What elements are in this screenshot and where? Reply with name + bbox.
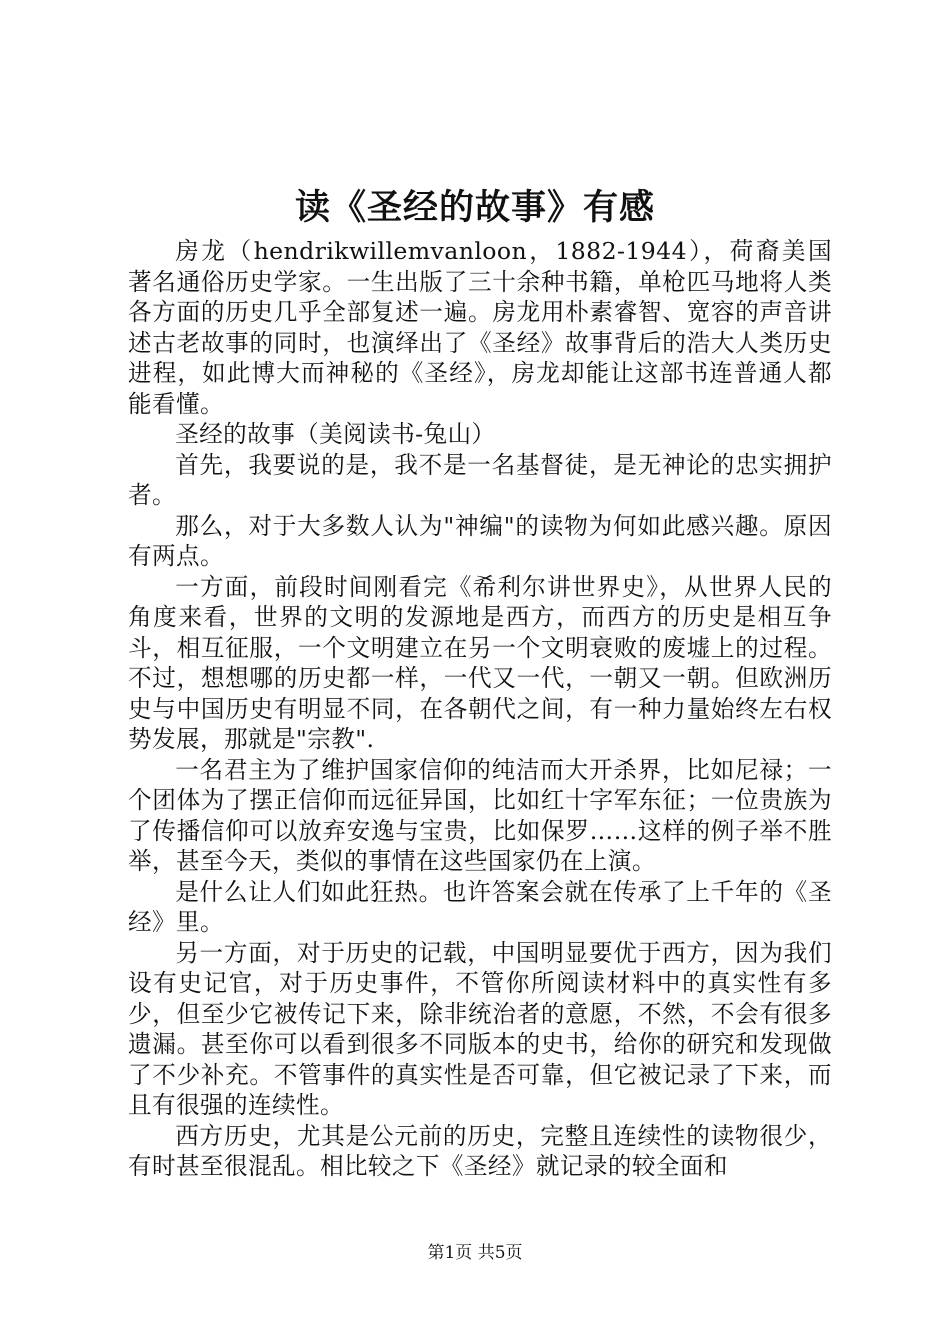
- paragraph: 是什么让人们如此狂热。也许答案会就在传承了上千年的《圣经》里。: [128, 877, 832, 936]
- document-title: 读《圣经的故事》有感: [294, 187, 655, 228]
- paragraph: 一名君主为了维护国家信仰的纯洁而大开杀界，比如尼禄；一个团体为了摆正信仰而远征异国，比如红十字军东征；一位贵族为了传播信仰可以放弃安逸与宝贵，比如保罗……这样的例子举不胜举，甚至今天，类似的事情在这些国家仍在上演。: [128, 755, 832, 875]
- paragraph: 房龙（hendrikwillemvanloon，1882-1944），荷裔美国著名通俗历史学家。一生出版了三十余种书籍，单枪匹马地将人类各方面的历史几乎全部复述一遍。房龙用朴素睿智、宽容的声音讲述古老故事的同时，也演绎出了《圣经》故事背后的浩大人类历史进程，如此博大而神秘的《圣经》，房龙却能让这部书连普通人都能看懂。: [128, 237, 832, 418]
- paragraph: 另一方面，对于历史的记载，中国明显要优于西方，因为我们设有史记官，对于历史事件，不管你所阅读材料中的真实性有多少，但至少它被传记下来，除非统治者的意愿，不然，不会有很多遗漏。甚至你可以看到很多不同版本的史书，给你的研究和发现做了不少补充。不管事件的真实性是否可靠，但它被记录了下来，而且有很强的连续性。: [128, 938, 832, 1119]
- paragraph: 西方历史，尤其是公元前的历史，完整且连续性的读物很少，有时甚至很混乱。相比较之下《圣经》就记录的较全面和: [128, 1121, 832, 1180]
- document-body: [128, 236, 832, 1182]
- paragraph: 圣经的故事（美阅读书-兔山）: [175, 420, 496, 448]
- paragraph: 一方面，前段时间刚看完《希利尔讲世界史》，从世界人民的角度来看，世界的文明的发源地是西方，而西方的历史是相互争斗，相互征服，一个文明建立在另一个文明衰败的废墟上的过程。不过，想想哪的历史都一样，一代又一代，一朝又一朝。但欧洲历史与中国历史有明显不同，在各朝代之间，有一种力量始终左右权势发展，那就是"宗教".: [128, 572, 832, 753]
- paragraph: 首先，我要说的是，我不是一名基督徒，是无神论的忠实拥护者。: [128, 450, 832, 509]
- page-footer: 第1页 共5页: [427, 1243, 523, 1263]
- paragraph: 那么，对于大多数人认为"神编"的读物为何如此感兴趣。原因有两点。: [128, 511, 832, 570]
